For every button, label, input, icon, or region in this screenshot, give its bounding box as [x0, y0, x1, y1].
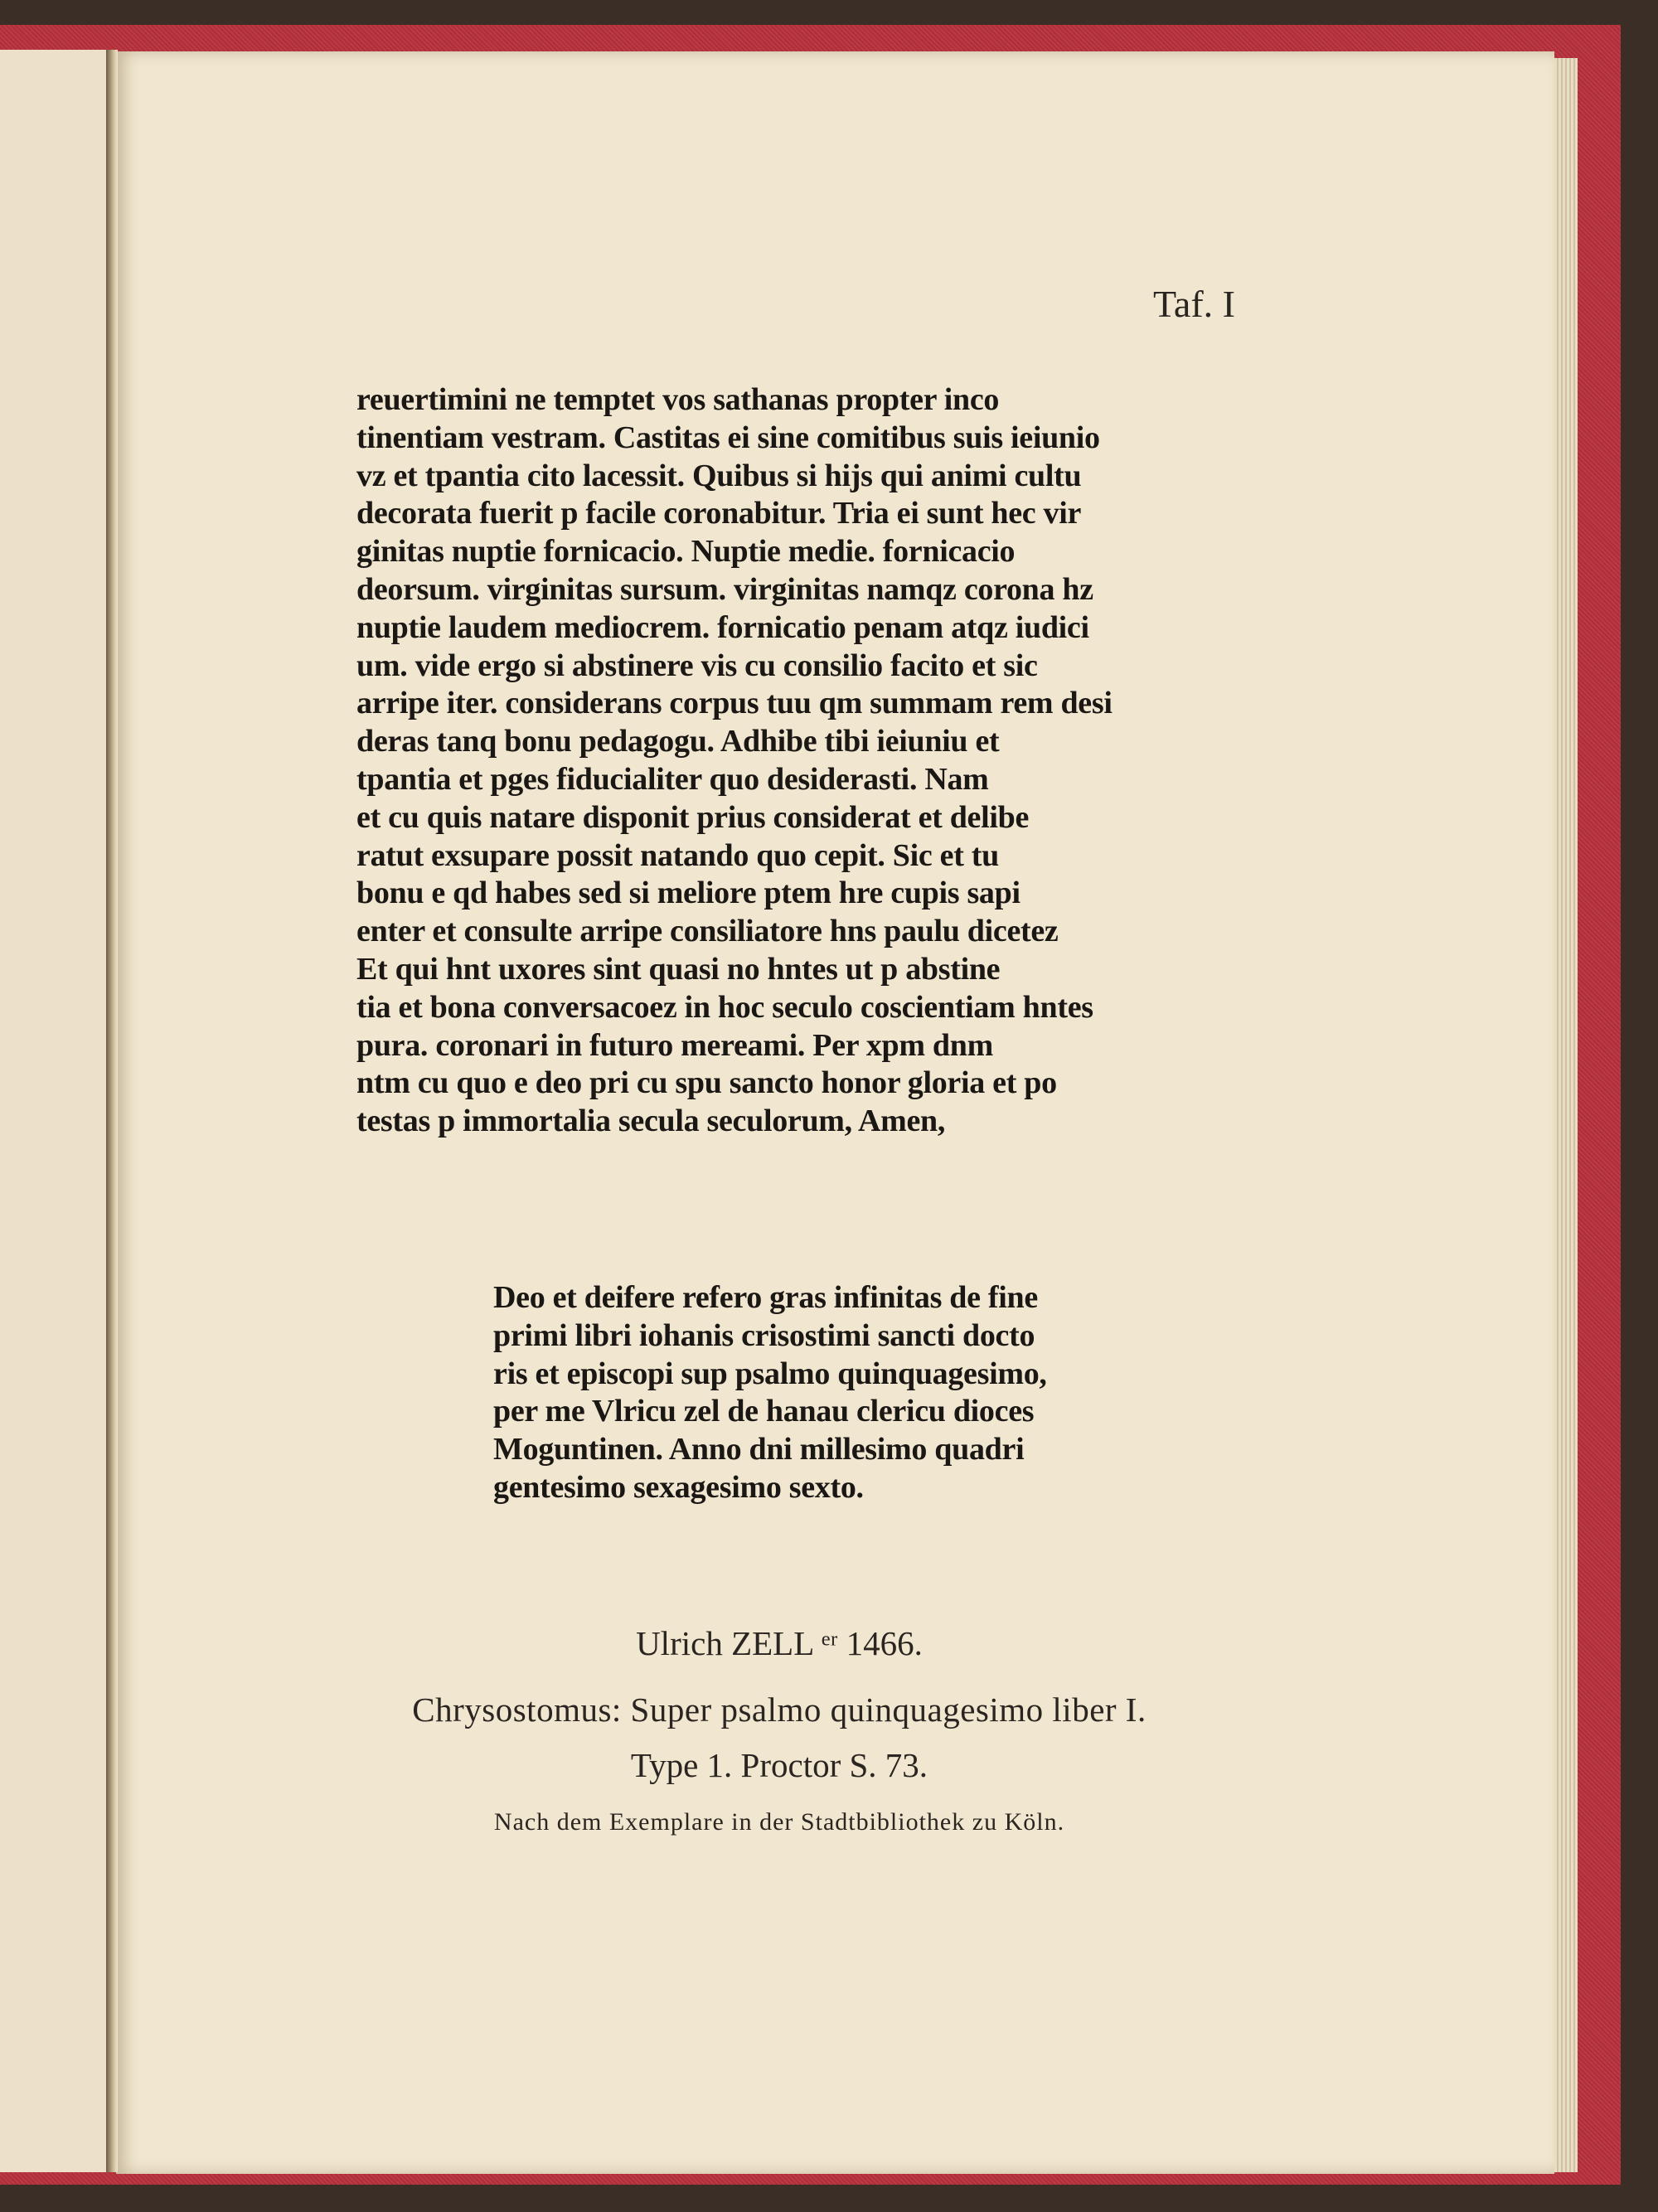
colophon-line: gentesimo sexagesimo sexto.	[493, 1469, 864, 1505]
text-line: et cu quis natare disponit prius considerat et delibe	[356, 799, 1030, 835]
text-line: tinentiam vestram. Castitas ei sine comitibus suis ieiunio	[356, 420, 1100, 455]
incunabula-text-block	[356, 381, 1202, 1141]
text-line: arripe iter. considerans corpus tuu qm summam rem desi	[356, 686, 1113, 721]
caption-source: Nach dem Exemplare in der Stadtbibliothek zu Köln.	[493, 1808, 1065, 1836]
text-line: deras tanq bonu pedagogu. Adhibe tibi ieiuniu et	[356, 724, 1000, 759]
text-line: enter et consulte arripe consiliatore hns paulu dicetez	[356, 914, 1059, 949]
left-page-edge	[0, 50, 114, 2172]
plate-label: Taf. I	[1153, 283, 1235, 325]
text-line: deorsum. virginitas sursum. virginitas namqz corona hz	[356, 571, 1093, 607]
text-line: Et qui hnt uxores sint quasi no hntes ut p abstine	[356, 951, 1001, 987]
text-line: um. vide ergo si abstinere vis cu consilio facito et sic	[356, 648, 1038, 683]
colophon-line: ris et episcopi sup psalmo quinquagesimo,	[493, 1356, 1047, 1391]
colophon-line: primi libri iohanis crisostimi sancti docto	[493, 1317, 1035, 1353]
caption-type-reference: Type 1. Proctor S. 73.	[630, 1746, 928, 1784]
text-line: pura. coronari in futuro mereami. Per xpm dnm	[356, 1027, 993, 1063]
text-line: vz et tpantia cito lacessit. Quibus si hijs qui animi cultu	[356, 458, 1082, 493]
text-line: nuptie laudem mediocrem. fornicatio penam atqz iudici	[356, 609, 1089, 645]
colophon-block	[493, 1279, 1206, 1507]
caption-title: Chrysostomus: Super psalmo quinquagesimo liber I.	[412, 1691, 1147, 1729]
text-line: ginitas nuptie fornicacio. Nuptie medie. fornicacio	[356, 534, 1016, 570]
colophon-line: Moguntinen. Anno dni millesimo quadri	[493, 1432, 1025, 1467]
colophon-line: per me Vlricu zel de hanau clericu dioces	[493, 1394, 1035, 1429]
text-line: bonu e qd habes sed si meliore ptem hre cupis sapi	[356, 876, 1020, 911]
book-gutter	[106, 50, 118, 2172]
text-line: ntm cu quo e deo pri cu spu sancto honor gloria et po	[356, 1065, 1057, 1101]
text-line: tia et bona conversacoez in hoc seculo coscientiam hntes	[356, 989, 1093, 1025]
caption-printer: Ulrich ZELL ᵉʳ 1466.	[636, 1624, 923, 1662]
text-line: ratut exsupare possit natando quo cepit. Sic et tu	[356, 837, 999, 873]
text-line: reuertimini ne temptet vos sathanas propter inco	[356, 382, 1000, 417]
colophon-line: Deo et deifere refero gras infinitas de fine	[493, 1280, 1038, 1315]
text-line: testas p immortalia secula seculorum, Amen,	[356, 1104, 946, 1139]
text-line: decorata fuerit p facile coronabitur. Tria ei sunt hec vir	[356, 496, 1082, 531]
text-line: tpantia et pges fiducialiter quo desiderasti. Nam	[356, 761, 989, 797]
